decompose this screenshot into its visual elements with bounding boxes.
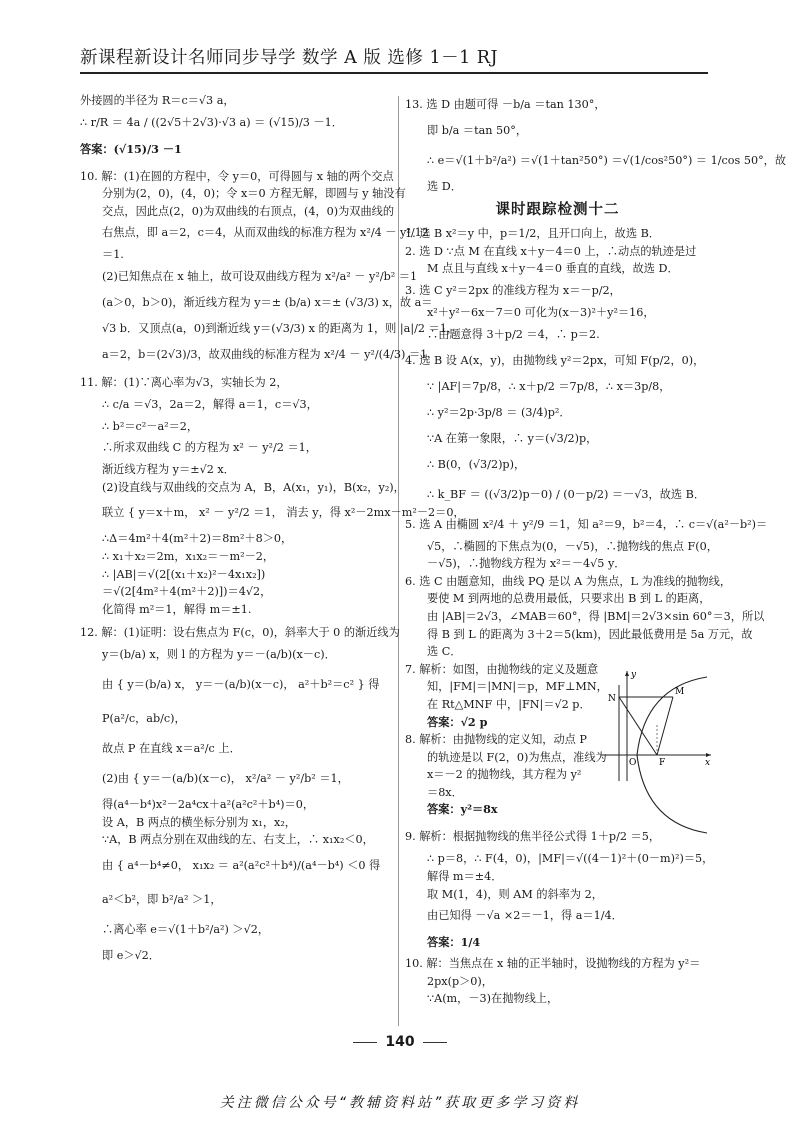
- text-line: √3 b．又顶点(a，0)到渐近线 y＝(√3/3) x 的距离为 1，则 |a|/2 ＝1，: [102, 321, 459, 335]
- section-title: 课时跟踪检测十二: [495, 201, 620, 218]
- text-line: 2px(p＞0)，: [427, 974, 493, 988]
- parabola-diagram: [597, 665, 715, 783]
- text-line: ∴由题意得 3＋p/2 ＝4，∴ p＝2.: [427, 327, 600, 341]
- right-column: [405, 92, 787, 1008]
- text-line: ∵A，B 两点分别在双曲线的左、右支上，∴ x₁x₂＜0，: [102, 833, 374, 847]
- text-line: ∴ r/R ＝ 4a / ((2√5＋2√3)·√3 a) ＝ (√15)/3 －1．: [80, 115, 343, 129]
- header-title: 新课程新设计名师同步导学 数学 A 版 选修 1－1 RJ: [80, 48, 498, 68]
- text-line: M 点且与直线 x＋y－4＝0 垂直的直线，故选 D．: [427, 262, 679, 276]
- text-line: ∵A 在第一象限，∴ y＝(√3/2)p，: [427, 431, 598, 445]
- figure-block: [405, 661, 710, 801]
- text-line: 8. 解析：由抛物线的定义知，动点 P: [405, 733, 587, 747]
- text-line: x²＋y²－6x－7＝0 可化为(x－3)²＋y²＝16，: [427, 305, 655, 319]
- text-line: 取 M(1，4)，则 AM 的斜率为 2，: [427, 887, 603, 901]
- text-line: ∴所求双曲线 C 的方程为 x² － y²/2 ＝1，: [102, 441, 317, 455]
- text-line: 13. 选 D 由题可得 －b/a ＝tan 130°，: [405, 98, 606, 111]
- text-line: ＝1.: [102, 248, 124, 262]
- text-line: 选 C．: [427, 645, 462, 659]
- answer-line: 答案：√2 p: [427, 714, 488, 729]
- text-line: 交点，因此点(2，0)为双曲线的右顶点，(4，0)为双曲线的: [102, 204, 395, 218]
- text-line: 得(a⁴－b⁴)x²－2a⁴cx＋a²(a²c²＋b⁴)＝0，: [102, 797, 315, 811]
- text-line: ∴ b²＝c²－a²＝2，: [102, 419, 199, 433]
- text-line: 故点 P 在直线 x＝a²/c 上．: [102, 741, 241, 755]
- text-line: 的轨迹是以 F(2，0)为焦点，准线为: [427, 750, 607, 764]
- text-line: √5，∴椭圆的下焦点为(0，－√5)，∴抛物线的焦点 F(0，: [427, 539, 718, 553]
- text-line: 9. 解析：根据抛物线的焦半径公式得 1＋p/2 ＝5，: [405, 830, 661, 844]
- text-line: 2. 选 D ∵点 M 在直线 x＋y－4＝0 上，∴动点的轨迹是过: [405, 244, 697, 258]
- text-line: ∴ e＝√(1＋b²/a²) ＝√(1＋tan²50°) ＝√(1/cos²50°) ＝ 1/cos 50°，故: [427, 154, 787, 167]
- text-line: 设 A，B 两点的横坐标分别为 x₁，x₂，: [102, 815, 296, 829]
- answer-line: 答案：(√15)/3 －1: [80, 141, 182, 156]
- text-line: ∴离心率 e＝√(1＋b²/a²) ＞√2，: [102, 922, 270, 936]
- text-line: 11. 解：(1)∵离心率为√3，实轴长为 2，: [80, 375, 288, 389]
- text-line: 4. 选 B 设 A(x，y)，由抛物线 y²＝2px，可知 F(p/2，0)，: [405, 353, 705, 367]
- text-line: 渐近线方程为 y＝±√2 x．: [102, 463, 235, 477]
- text-line: ∴ k_BF ＝ ((√3/2)p－0) / (0－p/2) ＝－√3，故选 B．: [427, 487, 706, 501]
- text-line: ∴ |AB|＝√(2[(x₁＋x₂)²－4x₁x₂]): [102, 567, 266, 581]
- figure-label-n: N: [608, 693, 616, 704]
- text-line: 右焦点，即 a＝2，c＝4，从而双曲线的标准方程为 x²/4 － y²/12: [102, 226, 429, 240]
- page-number-text: 140: [385, 1034, 415, 1050]
- footer-note: 关注微信公众号“教辅资料站”获取更多学习资料: [219, 1095, 581, 1111]
- text-line: (2)已知焦点在 x 轴上，故可设双曲线方程为 x²/a² － y²/b² ＝1: [102, 269, 418, 283]
- text-line: 选 D．: [427, 180, 462, 193]
- text-line: ＝8x．: [427, 785, 463, 799]
- text-line: 6. 选 C 由题意知，曲线 PQ 是以 A 为焦点，L 为准线的抛物线，: [405, 574, 732, 588]
- answer-line: 答案：1/4: [427, 935, 481, 950]
- answer-line: 答案：y²＝8x: [427, 801, 498, 816]
- text-line: 外接圆的半径为 R＝c＝√3 a，: [80, 94, 235, 107]
- text-line: 由 { y＝(b/a) x， y＝－(a/b)(x－c)， a²＋b²＝c² } 得 P(a²/c，ab/c)，: [102, 677, 380, 725]
- text-line: 5. 选 A 由椭圆 x²/4 ＋ y²/9 ＝1，知 a²＝9，b²＝4，∴ c＝√(a²－b²)＝: [405, 517, 768, 531]
- text-line: ∴ B(0，(√3/2)p)，: [427, 457, 526, 471]
- text-line: 由已知得 －√a ×2＝－1，得 a＝1/4．: [427, 909, 623, 923]
- text-line: 在 Rt△MNF 中，|FN|＝√2 p．: [427, 697, 591, 711]
- page-number: [0, 1034, 800, 1050]
- text-line: x＝－2 的抛物线，其方程为 y²: [427, 768, 582, 782]
- text-line: 1. 选 B x²＝y 中，p＝1/2，且开口向上，故选 B．: [405, 227, 660, 241]
- text-line: (2)由 { y＝－(a/b)(x－c)， x²/a² － y²/b² ＝1，: [102, 771, 349, 785]
- text-line: ∵ |AF|＝7p/8，∴ x＋p/2 ＝7p/8，∴ x＝3p/8，: [427, 379, 671, 393]
- text-line: 3. 选 C y²＝2px 的准线方程为 x＝－p/2，: [405, 283, 621, 297]
- text-line: ∵A(m，－3)在抛物线上，: [427, 992, 559, 1006]
- figure-label-m: M: [675, 686, 685, 697]
- text-line: 联立 { y＝x＋m， x² － y²/2 ＝1， 消去 y，得 x²－2mx－m²－2＝0，: [102, 506, 465, 520]
- text-line: 即 e＞√2．: [102, 948, 160, 962]
- text-line: 10. 解：当焦点在 x 轴的正半轴时，设抛物线的方程为 y²＝: [405, 957, 701, 971]
- page-header: [80, 46, 708, 74]
- text-line: 要使 M 到两地的总费用最低，只要求出 B 到 L 的距离，: [427, 592, 711, 606]
- text-line: (2)设直线与双曲线的交点为 A，B，A(x₁，y₁)，B(x₂，y₂)，: [102, 480, 405, 494]
- text-line: 知，|FM|＝|MN|＝p，MF⊥MN，: [427, 680, 608, 694]
- text-line: ＝√(2[4m²＋4(m²＋2)])＝4√2，: [102, 585, 272, 599]
- header-rule: [80, 72, 708, 74]
- text-line: ∴Δ＝4m²＋4(m²＋2)＝8m²＋8＞0，: [102, 532, 293, 546]
- text-line: 由 { a⁴－b⁴≠0， x₁x₂ ＝ a²(a²c²＋b⁴)/(a⁴－b⁴) ＜0 得 a²＜b²，即 b²/a² ＞1，: [102, 858, 381, 906]
- figure-label-y: y: [631, 669, 637, 680]
- text-line: －√5)，∴抛物线方程为 x²＝－4√5 y．: [427, 557, 626, 571]
- figure-label-x: x: [705, 757, 711, 768]
- figure-label-o: O: [629, 757, 637, 768]
- text-line: 由 |AB|＝2√3，∠MAB＝60°，得 |BM|＝2√3×sin 60°＝3，所以: [427, 609, 765, 623]
- text-line: ∴ y²＝2p·3p/8 ＝ (3/4)p²．: [427, 405, 571, 419]
- text-line: ∴ x₁＋x₂＝2m，x₁x₂＝－m²－2，: [102, 549, 275, 563]
- text-line: y＝(b/a) x，则 l 的方程为 y＝－(a/b)(x－c)．: [102, 647, 336, 661]
- text-line: (a＞0，b＞0)，渐近线方程为 y＝± (b/a) x＝± (√3/3) x，故 a＝: [102, 295, 433, 309]
- figure-text: [405, 661, 608, 802]
- text-line: a＝2，b＝(2√3)/3，故双曲线的标准方程为 x²/4 － y²/(4/3) ＝1.: [102, 347, 431, 361]
- text-line: 即 b/a ＝tan 50°，: [427, 124, 528, 137]
- figure-label-f: F: [659, 757, 666, 768]
- text-line: 7. 解析：如图，由抛物线的定义及题意: [405, 662, 599, 676]
- text-line: 10. 解：(1)在圆的方程中，令 y＝0，可得圆与 x 轴的两个交点: [80, 169, 394, 183]
- text-line: 得 B 到 L 的距离为 3＋2＝5(km)，因此最低费用是 5a 万元，故: [427, 627, 753, 641]
- text-line: 12. 解：(1)证明：设右焦点为 F(c，0)，斜率大于 0 的渐近线为: [80, 626, 400, 640]
- text-line: 化简得 m²＝1，解得 m＝±1.: [102, 602, 252, 616]
- text-line: ∴ p＝8，∴ F(4，0)，|MF|＝√((4－1)²＋(0－m)²)＝5，: [427, 852, 714, 866]
- text-line: ∴ c/a ＝√3，2a＝2，解得 a＝1，c＝√3，: [102, 397, 318, 411]
- text-line: 解得 m＝±4．: [427, 869, 503, 883]
- text-line: 分别为(2，0)，(4，0)；令 x＝0 方程无解，即圆与 y 轴没有: [102, 187, 406, 201]
